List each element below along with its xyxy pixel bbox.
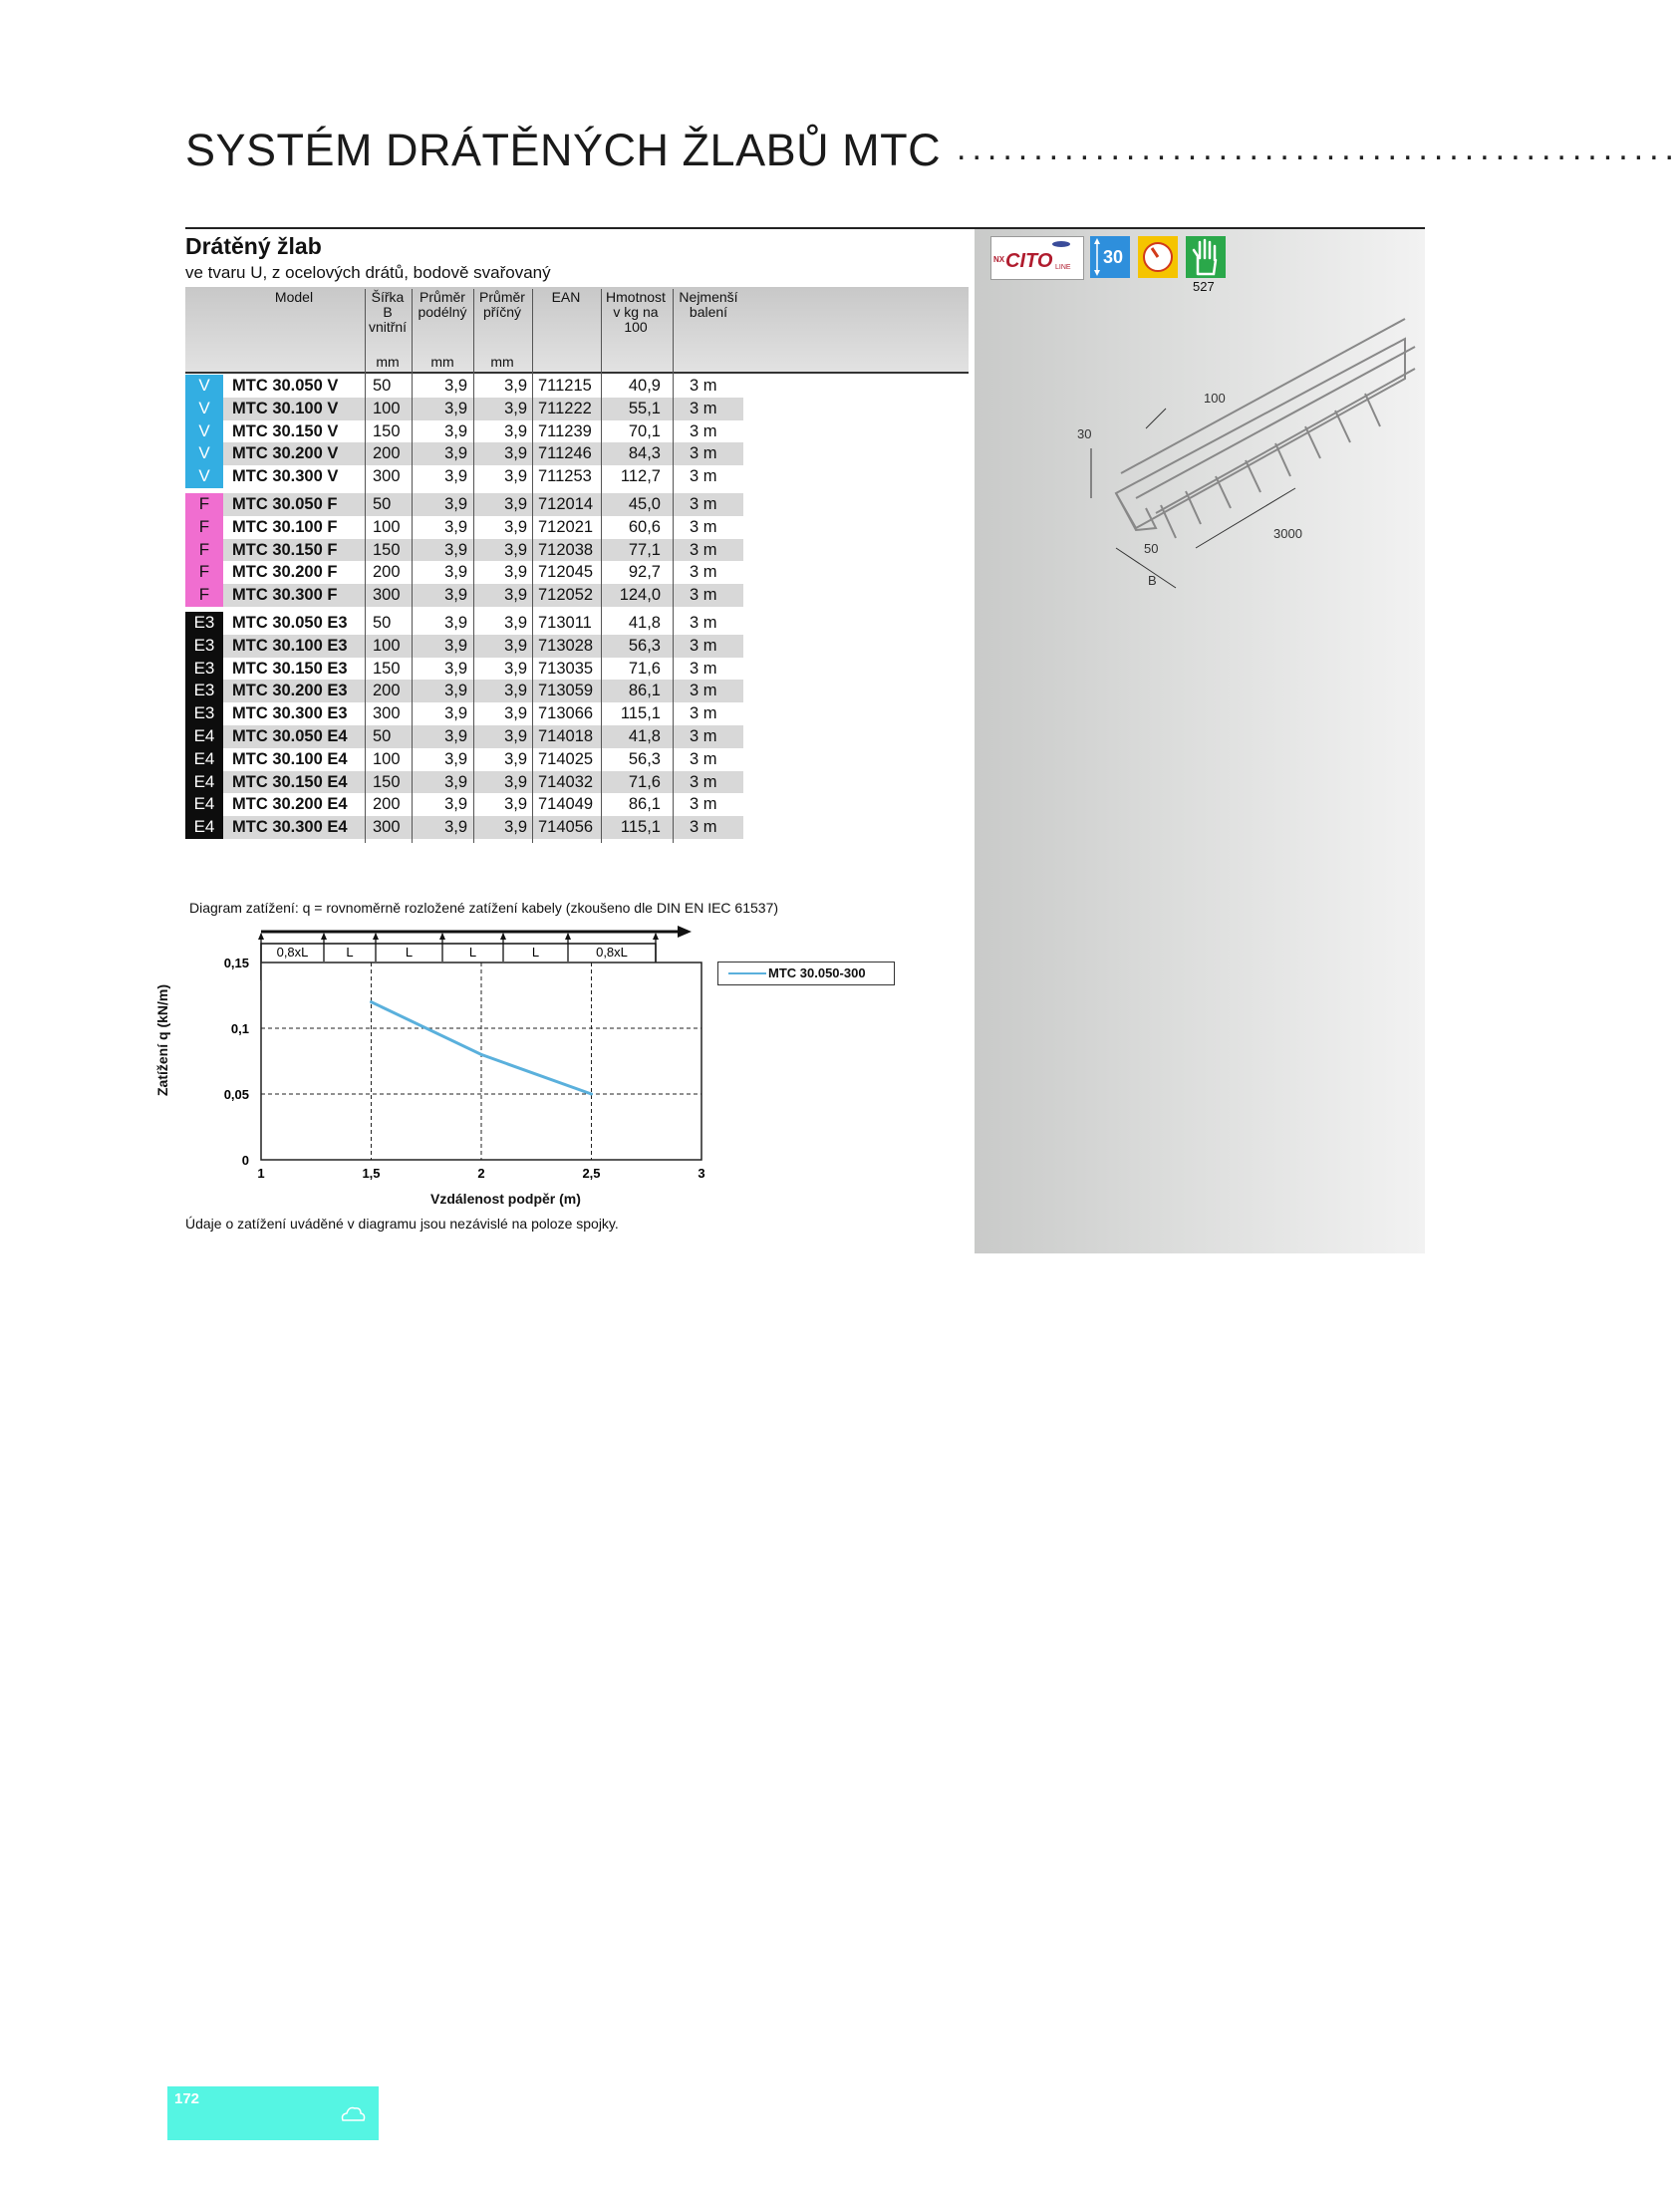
row-pack: 3 m bbox=[690, 444, 717, 463]
row-pack: 3 m bbox=[690, 704, 717, 723]
row-badge: E3 bbox=[185, 612, 223, 635]
row-model: MTC 30.300 E4 bbox=[232, 818, 348, 837]
row-model: MTC 30.200 V bbox=[232, 444, 339, 463]
row-pack: 3 m bbox=[690, 586, 717, 605]
row-ean: 713011 bbox=[538, 614, 592, 632]
row-width: 200 bbox=[373, 682, 401, 700]
col-sep bbox=[365, 289, 366, 843]
section-subtitle: ve tvaru U, z ocelových drátů, bodově svařovaný bbox=[185, 263, 551, 282]
row-diam-long: 3,9 bbox=[444, 727, 467, 745]
row-width: 200 bbox=[373, 795, 401, 814]
row-ean: 713066 bbox=[538, 704, 594, 723]
row-badge: F bbox=[185, 584, 223, 607]
height-value: 30 bbox=[1103, 247, 1124, 267]
row-model: MTC 30.300 F bbox=[232, 586, 338, 605]
unit-width: mm bbox=[376, 354, 400, 370]
row-diam-long: 3,9 bbox=[444, 636, 467, 655]
row-diam-cross: 3,9 bbox=[504, 421, 527, 440]
row-pack: 3 m bbox=[690, 682, 717, 700]
page-title: SYSTÉM DRÁTĚNÝCH ŽLABŮ MTC bbox=[185, 125, 942, 175]
dim-top-width-label: 100 bbox=[1204, 391, 1226, 406]
row-model: MTC 30.050 E3 bbox=[232, 614, 348, 632]
row-ean: 711246 bbox=[538, 444, 592, 463]
cito-text: CITO bbox=[1005, 250, 1053, 272]
row-model: MTC 30.050 E4 bbox=[232, 727, 348, 745]
support-label: L bbox=[405, 945, 414, 960]
legend-line bbox=[728, 972, 766, 974]
table-row bbox=[185, 612, 743, 635]
icon-reference-number: 527 bbox=[1193, 279, 1215, 294]
row-diam-cross: 3,9 bbox=[504, 682, 527, 700]
row-diam-cross: 3,9 bbox=[504, 727, 527, 745]
wire-tray-drawing bbox=[1076, 299, 1425, 618]
header-pack: Nejmenší balení bbox=[679, 289, 738, 320]
row-diam-long: 3,9 bbox=[444, 421, 467, 440]
table-row bbox=[185, 420, 743, 443]
header-model: Model bbox=[274, 289, 314, 305]
row-model: MTC 30.200 E4 bbox=[232, 795, 348, 814]
row-badge: F bbox=[185, 516, 223, 539]
row-model: MTC 30.150 E4 bbox=[232, 772, 348, 791]
table-row bbox=[185, 442, 743, 465]
row-diam-cross: 3,9 bbox=[504, 377, 527, 395]
y-tick-label: 0,1 bbox=[230, 1021, 249, 1036]
x-axis-label: Vzdálenost podpěr (m) bbox=[430, 1191, 581, 1207]
row-width: 200 bbox=[373, 563, 401, 582]
row-weight: 55,1 bbox=[628, 399, 661, 417]
row-width: 100 bbox=[373, 399, 401, 417]
table-row bbox=[185, 465, 743, 488]
row-ean: 711239 bbox=[538, 421, 592, 440]
support-label: 0,8xL bbox=[276, 945, 309, 960]
row-width: 150 bbox=[373, 659, 401, 678]
row-badge: F bbox=[185, 539, 223, 562]
row-ean: 713059 bbox=[538, 682, 594, 700]
row-model: MTC 30.150 V bbox=[232, 421, 339, 440]
row-weight: 56,3 bbox=[628, 749, 661, 768]
row-diam-cross: 3,9 bbox=[504, 399, 527, 417]
title-dot-leader: ............................................... bbox=[957, 130, 1680, 167]
row-badge: E3 bbox=[185, 680, 223, 702]
legend-label: MTC 30.050-300 bbox=[768, 965, 866, 980]
row-diam-cross: 3,9 bbox=[504, 772, 527, 791]
cloud-icon bbox=[339, 2102, 367, 2126]
x-tick-label: 2 bbox=[477, 1166, 485, 1181]
chart-note: Údaje o zatížení uváděné v diagramu jsou nezávislé na poloze spojky. bbox=[185, 1216, 619, 1232]
row-badge: E3 bbox=[185, 658, 223, 681]
x-tick-label: 3 bbox=[698, 1166, 705, 1181]
row-badge: E3 bbox=[185, 635, 223, 658]
support-arrow-head bbox=[258, 933, 264, 940]
row-diam-long: 3,9 bbox=[444, 586, 467, 605]
row-model: MTC 30.150 E3 bbox=[232, 659, 348, 678]
support-arrow-head bbox=[373, 933, 379, 940]
dim-flange-label: 50 bbox=[1144, 541, 1159, 556]
row-badge: V bbox=[185, 398, 223, 420]
row-diam-long: 3,9 bbox=[444, 772, 467, 791]
row-diam-cross: 3,9 bbox=[504, 517, 527, 536]
dim-width-symbol: B bbox=[1148, 573, 1157, 588]
row-diam-cross: 3,9 bbox=[504, 704, 527, 723]
height-30-icon bbox=[1090, 236, 1130, 278]
row-width: 100 bbox=[373, 749, 401, 768]
row-width: 100 bbox=[373, 517, 401, 536]
row-diam-long: 3,9 bbox=[444, 704, 467, 723]
table-row bbox=[185, 561, 743, 584]
row-pack: 3 m bbox=[690, 659, 717, 678]
row-width: 50 bbox=[373, 377, 392, 395]
row-diam-cross: 3,9 bbox=[504, 444, 527, 463]
page-number: 172 bbox=[174, 2090, 200, 2107]
table-row bbox=[185, 680, 743, 702]
header-width: Šířka B vnitřní bbox=[368, 289, 408, 335]
row-model: MTC 30.200 E3 bbox=[232, 682, 348, 700]
header-weight: Hmotnost v kg na 100 bbox=[606, 289, 666, 335]
unit-diam-long: mm bbox=[430, 354, 454, 370]
chart-caption: Diagram zatížení: q = rovnoměrně rozložené zatížení kabely (zkoušeno dle DIN EN IEC 61537) bbox=[189, 900, 779, 916]
row-diam-cross: 3,9 bbox=[504, 614, 527, 632]
series-point bbox=[480, 1053, 483, 1056]
row-width: 100 bbox=[373, 636, 401, 655]
row-badge: V bbox=[185, 465, 223, 488]
row-pack: 3 m bbox=[690, 818, 717, 837]
row-pack: 3 m bbox=[690, 772, 717, 791]
row-ean: 714032 bbox=[538, 772, 594, 791]
row-diam-long: 3,9 bbox=[444, 614, 467, 632]
row-ean: 711215 bbox=[538, 377, 592, 395]
row-model: MTC 30.050 F bbox=[232, 495, 338, 513]
table-row bbox=[185, 375, 743, 398]
row-diam-long: 3,9 bbox=[444, 444, 467, 463]
row-pack: 3 m bbox=[690, 517, 717, 536]
row-model: MTC 30.100 V bbox=[232, 399, 339, 417]
row-badge: F bbox=[185, 493, 223, 516]
row-ean: 712045 bbox=[538, 563, 594, 582]
table-row bbox=[185, 398, 743, 420]
row-model: MTC 30.200 F bbox=[232, 563, 338, 582]
row-ean: 711222 bbox=[538, 399, 592, 417]
row-pack: 3 m bbox=[690, 795, 717, 814]
row-width: 50 bbox=[373, 727, 392, 745]
col-sep bbox=[412, 289, 413, 843]
dim-length-label: 3000 bbox=[1273, 526, 1302, 541]
row-width: 50 bbox=[373, 495, 392, 513]
row-width: 150 bbox=[373, 540, 401, 559]
row-weight: 84,3 bbox=[628, 444, 661, 463]
support-label: 0,8xL bbox=[596, 945, 628, 960]
row-ean: 714049 bbox=[538, 795, 594, 814]
table-row bbox=[185, 702, 743, 725]
row-ean: 713035 bbox=[538, 659, 594, 678]
row-model: MTC 30.100 F bbox=[232, 517, 338, 536]
cito-suffix: LINE bbox=[1055, 264, 1071, 271]
row-ean: 712052 bbox=[538, 586, 594, 605]
row-diam-cross: 3,9 bbox=[504, 818, 527, 837]
row-badge: V bbox=[185, 375, 223, 398]
table-row bbox=[185, 793, 743, 816]
row-ean: 712014 bbox=[538, 495, 594, 513]
table-row bbox=[185, 658, 743, 681]
table-row bbox=[185, 725, 743, 748]
row-badge: E4 bbox=[185, 771, 223, 794]
row-diam-cross: 3,9 bbox=[504, 495, 527, 513]
row-pack: 3 m bbox=[690, 377, 717, 395]
row-badge: E4 bbox=[185, 748, 223, 771]
row-weight: 71,6 bbox=[628, 772, 661, 791]
row-weight: 115,1 bbox=[620, 704, 661, 723]
row-pack: 3 m bbox=[690, 614, 717, 632]
row-badge: V bbox=[185, 442, 223, 465]
row-pack: 3 m bbox=[690, 727, 717, 745]
row-width: 300 bbox=[373, 467, 401, 486]
x-tick-label: 1,5 bbox=[362, 1166, 381, 1181]
row-weight: 115,1 bbox=[620, 818, 661, 837]
x-tick-label: 1 bbox=[257, 1166, 265, 1181]
row-diam-long: 3,9 bbox=[444, 563, 467, 582]
table-row bbox=[185, 816, 743, 839]
row-width: 150 bbox=[373, 421, 401, 440]
row-badge: F bbox=[185, 561, 223, 584]
header-diam-long: Průměr podélný bbox=[418, 289, 467, 320]
col-sep bbox=[673, 289, 674, 843]
row-model: MTC 30.150 F bbox=[232, 540, 338, 559]
row-ean: 714056 bbox=[538, 818, 594, 837]
row-weight: 70,1 bbox=[628, 421, 661, 440]
row-diam-cross: 3,9 bbox=[504, 563, 527, 582]
row-weight: 60,6 bbox=[628, 517, 661, 536]
col-sep bbox=[601, 289, 602, 843]
row-diam-cross: 3,9 bbox=[504, 795, 527, 814]
row-width: 200 bbox=[373, 444, 401, 463]
unit-diam-cross: mm bbox=[490, 354, 514, 370]
row-pack: 3 m bbox=[690, 540, 717, 559]
row-weight: 124,0 bbox=[619, 586, 661, 605]
row-pack: 3 m bbox=[690, 399, 717, 417]
row-weight: 41,8 bbox=[628, 727, 661, 745]
row-model: MTC 30.300 V bbox=[232, 467, 339, 486]
y-axis-label: Zatížení q (kN/m) bbox=[154, 983, 170, 1096]
row-model: MTC 30.100 E4 bbox=[232, 749, 348, 768]
row-ean: 712021 bbox=[538, 517, 594, 536]
table-row bbox=[185, 539, 743, 562]
row-badge: E4 bbox=[185, 816, 223, 839]
row-diam-long: 3,9 bbox=[444, 795, 467, 814]
row-weight: 86,1 bbox=[628, 795, 661, 814]
row-diam-long: 3,9 bbox=[444, 818, 467, 837]
row-weight: 40,9 bbox=[628, 377, 661, 395]
row-diam-cross: 3,9 bbox=[504, 467, 527, 486]
row-ean: 711253 bbox=[538, 467, 592, 486]
row-weight: 92,7 bbox=[628, 563, 661, 582]
row-width: 150 bbox=[373, 772, 401, 791]
dim-height-label: 30 bbox=[1077, 426, 1092, 441]
row-badge: V bbox=[185, 420, 223, 443]
table-row bbox=[185, 771, 743, 794]
table-row bbox=[185, 584, 743, 607]
row-diam-cross: 3,9 bbox=[504, 586, 527, 605]
support-arrow-head bbox=[565, 933, 571, 940]
row-weight: 77,1 bbox=[628, 540, 661, 559]
row-width: 300 bbox=[373, 704, 401, 723]
table-row bbox=[185, 635, 743, 658]
support-label: L bbox=[468, 945, 477, 960]
support-label: L bbox=[346, 945, 354, 960]
row-pack: 3 m bbox=[690, 495, 717, 513]
series-point bbox=[590, 1093, 593, 1096]
row-width: 300 bbox=[373, 818, 401, 837]
col-sep bbox=[532, 289, 533, 843]
row-badge: E4 bbox=[185, 793, 223, 816]
table-row bbox=[185, 516, 743, 539]
col-sep bbox=[473, 289, 474, 843]
table-row bbox=[185, 493, 743, 516]
row-diam-long: 3,9 bbox=[444, 682, 467, 700]
row-diam-cross: 3,9 bbox=[504, 540, 527, 559]
row-diam-long: 3,9 bbox=[444, 659, 467, 678]
row-diam-long: 3,9 bbox=[444, 467, 467, 486]
table-header-rule bbox=[185, 372, 969, 374]
row-width: 300 bbox=[373, 586, 401, 605]
glove-icon bbox=[1186, 236, 1226, 278]
row-pack: 3 m bbox=[690, 749, 717, 768]
row-badge: E3 bbox=[185, 702, 223, 725]
row-weight: 86,1 bbox=[628, 682, 661, 700]
row-ean: 714025 bbox=[538, 749, 594, 768]
row-model: MTC 30.100 E3 bbox=[232, 636, 348, 655]
row-diam-long: 3,9 bbox=[444, 517, 467, 536]
row-ean: 713028 bbox=[538, 636, 594, 655]
row-diam-long: 3,9 bbox=[444, 377, 467, 395]
support-label: L bbox=[531, 945, 540, 960]
row-diam-long: 3,9 bbox=[444, 495, 467, 513]
y-tick-label: 0,15 bbox=[223, 956, 249, 970]
clock-icon bbox=[1138, 236, 1178, 278]
row-pack: 3 m bbox=[690, 467, 717, 486]
row-diam-cross: 3,9 bbox=[504, 749, 527, 768]
support-arrow-head bbox=[439, 933, 445, 940]
cito-line-logo bbox=[990, 236, 1084, 280]
cito-prefix: NX bbox=[993, 255, 1005, 264]
row-weight: 41,8 bbox=[628, 614, 661, 632]
chart-legend bbox=[717, 962, 895, 985]
row-weight: 71,6 bbox=[628, 659, 661, 678]
header-diam-cross: Průměr příčný bbox=[479, 289, 525, 320]
row-weight: 56,3 bbox=[628, 636, 661, 655]
row-diam-long: 3,9 bbox=[444, 540, 467, 559]
header-ean: EAN bbox=[551, 289, 581, 305]
y-tick-label: 0,05 bbox=[223, 1087, 249, 1102]
support-arrow-head bbox=[321, 933, 327, 940]
row-diam-cross: 3,9 bbox=[504, 636, 527, 655]
row-pack: 3 m bbox=[690, 636, 717, 655]
row-model: MTC 30.050 V bbox=[232, 377, 339, 395]
support-arrow-head bbox=[500, 933, 506, 940]
section-title: Drátěný žlab bbox=[185, 233, 322, 259]
load-chart bbox=[199, 957, 717, 1216]
series-point bbox=[370, 1000, 373, 1003]
row-ean: 712038 bbox=[538, 540, 594, 559]
row-width: 50 bbox=[373, 614, 392, 632]
row-pack: 3 m bbox=[690, 563, 717, 582]
row-diam-long: 3,9 bbox=[444, 749, 467, 768]
row-diam-cross: 3,9 bbox=[504, 659, 527, 678]
row-badge: E4 bbox=[185, 725, 223, 748]
x-tick-label: 2,5 bbox=[582, 1166, 601, 1181]
row-diam-long: 3,9 bbox=[444, 399, 467, 417]
row-ean: 714018 bbox=[538, 727, 594, 745]
row-weight: 112,7 bbox=[620, 467, 661, 486]
row-weight: 45,0 bbox=[628, 495, 661, 513]
support-arrow-head bbox=[653, 933, 659, 940]
y-tick-label: 0 bbox=[241, 1153, 249, 1168]
row-pack: 3 m bbox=[690, 421, 717, 440]
row-model: MTC 30.300 E3 bbox=[232, 704, 348, 723]
table-row bbox=[185, 748, 743, 771]
